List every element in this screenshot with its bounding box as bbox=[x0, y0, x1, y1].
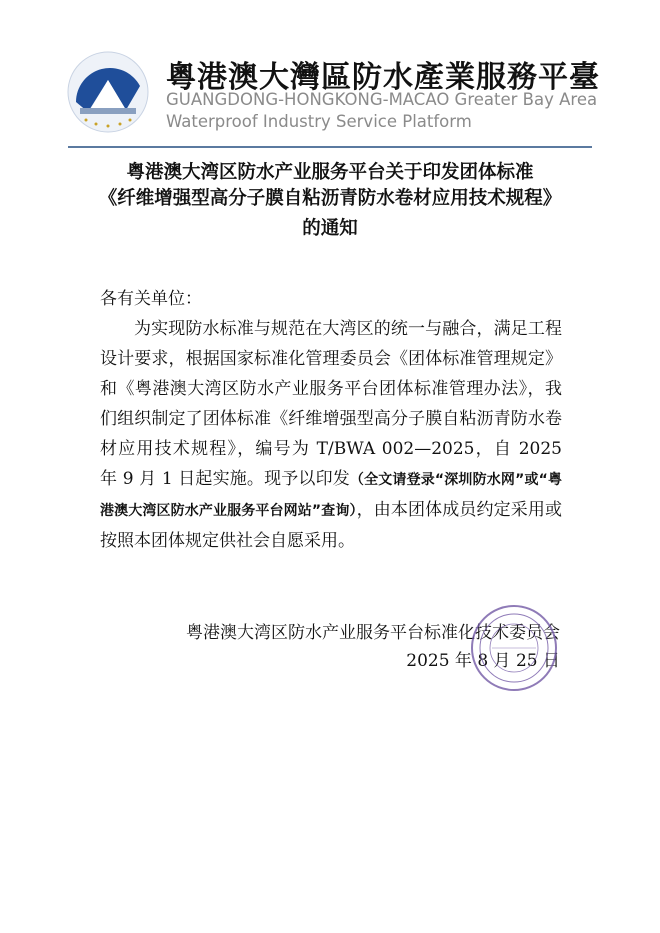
body-text-1: 为实现防水标准与规范在大湾区的统一与融合，满足工程设计要求，根据国家标准化管理委员会《团体标准管理规定》和《粤港澳大湾区防水产业服务平台团体标准管理办法》，我们组织制定了团体标准《纤维增强型高分子膜自粘沥青防水卷材应用技术规程》，编号为 T/BWA 002—2025，自 2025 年 9 月 1 日起实施。现予以印发 bbox=[100, 319, 562, 489]
title-line-2: 《纤维增强型高分子膜自粘沥青防水卷材应用技术规程》 bbox=[98, 188, 562, 209]
body-text-2: ，由本团体成员约定采用或按照本团体规定供社会自愿采用。 bbox=[100, 500, 563, 551]
signature-date: 2025 年 8 月 25 日 bbox=[406, 651, 560, 671]
platform-logo bbox=[66, 50, 150, 134]
official-seal bbox=[470, 604, 558, 692]
notice-title bbox=[60, 160, 600, 242]
body-text-bold: （全文请登录“深圳防水网”或“粤港澳大湾区防水产业服务平台网站”查询） bbox=[100, 472, 562, 519]
brand-english-line2: Waterproof Industry Service Platform bbox=[166, 112, 472, 131]
signature-organization: 粤港澳大湾区防水产业服务平台标准化技术委员会 bbox=[186, 623, 560, 643]
title-line-1: 粤港澳大湾区防水产业服务平台关于印发团体标准 bbox=[126, 162, 534, 183]
salutation: 各有关单位： bbox=[100, 289, 202, 309]
brand-english-line1: GUANGDONG-HONGKONG-MACAO Greater Bay Area bbox=[166, 90, 598, 109]
body-paragraph bbox=[100, 314, 562, 556]
brand-chinese-name: 粵港澳大灣區防水產業服務平臺 bbox=[166, 60, 600, 95]
header-divider bbox=[68, 146, 592, 148]
title-line-3: 的通知 bbox=[302, 218, 358, 239]
